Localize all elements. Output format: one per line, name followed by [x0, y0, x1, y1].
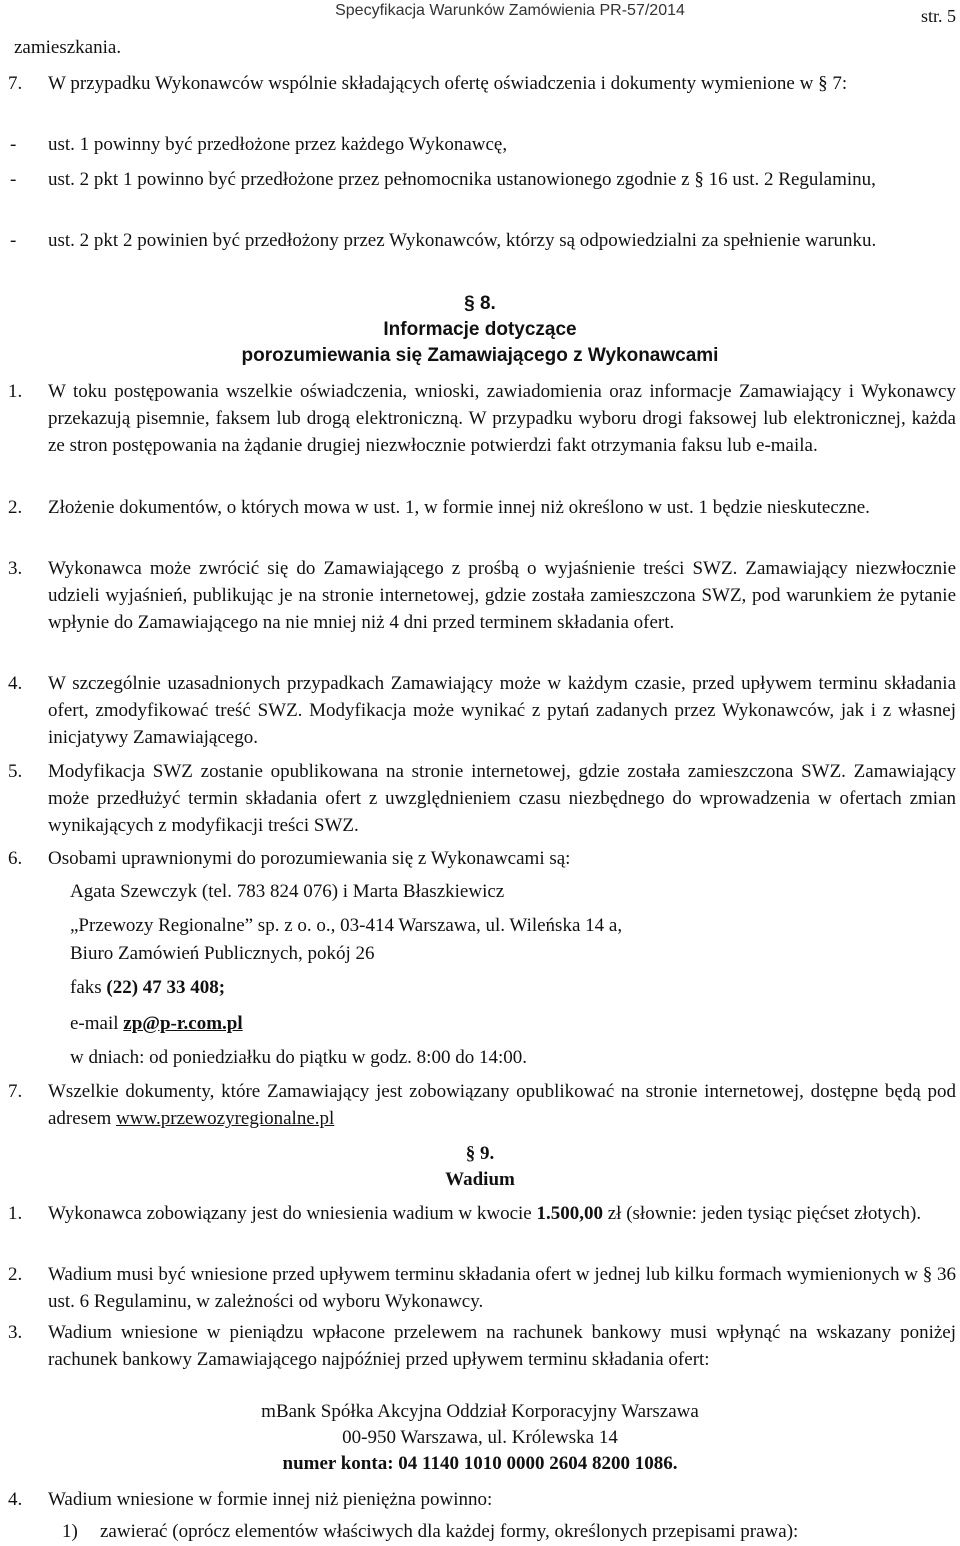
section-9-item-2: [0, 1261, 960, 1315]
paragraph-number: 7.: [8, 1081, 23, 1102]
section-8-title-line1: Informacje dotyczące: [383, 319, 577, 340]
bank-address: 00-950 Warszawa, ul. Królewska 14: [342, 1427, 618, 1448]
fax-label: faks: [70, 977, 107, 998]
contact-company: „Przewozy Regionalne” sp. z o. o., 03-414 Warszawa, ul. Wileńska 14 a,: [70, 915, 623, 936]
fax-number: (22) 47 33 408;: [106, 977, 226, 998]
dash-marker: -: [10, 134, 17, 155]
dash-item: [0, 166, 960, 193]
bank-name: mBank Spółka Akcyjna Oddział Korporacyjny Warszawa: [261, 1401, 699, 1422]
continuation-text: zamieszkania.: [14, 37, 122, 58]
section-8-item-7: [0, 1078, 960, 1132]
section-8-item-1: [0, 378, 960, 459]
dash-marker: -: [10, 169, 17, 190]
paragraph-text: Wykonawca zobowiązany jest do wniesienia wadium w kwocie: [48, 1203, 537, 1224]
dash-text: ust. 2 pkt 2 powinien być przedłożony przez Wykonawców, którzy są odpowiedzialni za spełnienie warunku.: [48, 230, 877, 251]
contact-names: Agata Szewczyk (tel. 783 824 076) i Marta Błaszkiewicz: [70, 881, 505, 902]
section-9-title: Wadium: [445, 1169, 515, 1190]
paragraph-text: W przypadku Wykonawców wspólnie składających ofertę oświadczenia i dokumenty wymienione w § 7:: [48, 73, 848, 94]
dash-item: [0, 227, 960, 254]
subitem-text: zawierać (oprócz elementów właściwych dla każdej formy, określonych przepisami prawa):: [100, 1521, 799, 1542]
paragraph-text: W szczególnie uzasadnionych przypadkach Zamawiający może w każdym czasie, przed upływem terminu składania ofert, zmodyfikować treść SWZ. Modyfikacja może wynikać z pytań zadanych przez Wykonawców, jak i z własnej inicjatywy Zamawiającego.: [48, 673, 956, 748]
contact-email: [0, 1010, 960, 1037]
section-9-item-1: [0, 1200, 960, 1227]
paragraph-number: 3.: [8, 558, 23, 579]
paragraph-text: Osobami uprawnionymi do porozumiewania się z Wykonawcami są:: [48, 848, 571, 869]
paragraph-number: 1.: [8, 381, 23, 402]
paragraph-number: 2.: [8, 1264, 23, 1285]
paragraph-number: 6.: [8, 848, 23, 869]
section-9-item-4-1: [0, 1518, 960, 1545]
section-9-number: § 9.: [465, 1143, 495, 1164]
paragraph-text: Wadium wniesione w pieniądzu wpłacone przelewem na rachunek bankowy musi wpłynąć na wskazany poniżej rachunek bankowy Zamawiającego najpóźniej przed upływem terminu składania ofert:: [48, 1322, 956, 1370]
contact-office: Biuro Zamówień Publicznych, pokój 26: [70, 943, 375, 964]
email-link[interactable]: zp@p-r.com.pl: [123, 1013, 243, 1034]
section-9-item-4: [0, 1486, 960, 1513]
section-8-item-3: [0, 555, 960, 636]
section-8-title-line2: porozumiewania się Zamawiającego z Wykonawcami: [241, 345, 719, 366]
paragraph-number: 3.: [8, 1322, 23, 1343]
paragraph-text: Wadium musi być wniesione przed upływem terminu składania ofert w jednej lub kilku formach wymienionych w § 36 ust. 6 Regulaminu, w zależności od wyboru Wykonawcy.: [48, 1264, 956, 1312]
dash-text: ust. 2 pkt 1 powinno być przedłożone przez pełnomocnika ustanowionego zgodnie z § 16 ust. 2 Regulaminu,: [48, 169, 876, 190]
paragraph-text: Wadium wniesione w formie innej niż pieniężna powinno:: [48, 1489, 493, 1510]
dash-text: ust. 1 powinny być przedłożone przez każdego Wykonawcę,: [48, 134, 508, 155]
paragraph-text: zł (słownie: jeden tysiąc pięćset złotych).: [602, 1203, 922, 1224]
paragraph-number: 5.: [8, 761, 23, 782]
subitem-number: 1): [62, 1521, 78, 1542]
page-number: str. 5: [920, 6, 956, 26]
paragraph-text: Wszelkie dokumenty, które Zamawiający jest zobowiązany opublikować na stronie internetowej, dostępne będą pod adresem: [48, 1081, 956, 1129]
paragraph-text: Złożenie dokumentów, o których mowa w ust. 1, w formie innej niż określono w ust. 1 będzie nieskuteczne.: [48, 497, 870, 518]
dash-marker: -: [10, 230, 17, 251]
paragraph-text: Wykonawca może zwrócić się do Zamawiającego z prośbą o wyjaśnienie treści SWZ. Zamawiający niezwłocznie udzieli wyjaśnień, publikując je na stronie internetowej, gdzie została zamieszczona SWZ, pod warunkiem że pytanie wpłynie do Zamawiającego na nie mniej niż 4 dni przed terminem składania ofert.: [48, 558, 956, 633]
section-8-item-4: [0, 670, 960, 751]
section-8-number: § 8.: [464, 293, 496, 314]
section-9-item-3: [0, 1319, 960, 1373]
paragraph-number: 7.: [8, 73, 23, 94]
paragraph-number: 4.: [8, 1489, 23, 1510]
paragraph-text: W toku postępowania wszelkie oświadczenia, wnioski, zawiadomienia oraz informacje Zamawiający i Wykonawcy przekazują pisemnie, faksem lub drogą elektroniczną. W przypadku wyboru drogi faksowej lub elektronicznej, każda ze stron postępowania na żądanie drugiej niezwłocznie potwierdzi fakt otrzymania faksu lub e-maila.: [48, 381, 956, 456]
paragraph-7-top: [0, 70, 960, 97]
bank-account: numer konta: 04 1140 1010 0000 2604 8200 1086.: [282, 1453, 678, 1474]
contact-hours: w dniach: od poniedziałku do piątku w godz. 8:00 do 14:00.: [70, 1047, 527, 1068]
contact-fax: [0, 974, 960, 1001]
email-label: e-mail: [70, 1013, 124, 1034]
paragraph-number: 2.: [8, 497, 23, 518]
website-link[interactable]: www.przewozyregionalne.pl: [116, 1108, 335, 1129]
section-8-item-6: [0, 845, 960, 872]
dash-item: [0, 131, 960, 158]
section-8-item-2: [0, 494, 960, 521]
paragraph-number: 1.: [8, 1203, 23, 1224]
document-header-title: Specyfikacja Warunków Zamówienia PR-57/2014: [335, 2, 685, 19]
paragraph-number: 4.: [8, 673, 23, 694]
section-8-item-5: [0, 758, 960, 839]
paragraph-text: Modyfikacja SWZ zostanie opublikowana na stronie internetowej, gdzie została zamieszczona SWZ. Zamawiający może przedłużyć termin składania ofert z uwzględnieniem czasu niezbędnego do wprowadzenia w ofertach zmian wynikających z modyfikacji treści SWZ.: [48, 761, 956, 836]
deposit-amount: 1.500,00: [536, 1203, 603, 1224]
